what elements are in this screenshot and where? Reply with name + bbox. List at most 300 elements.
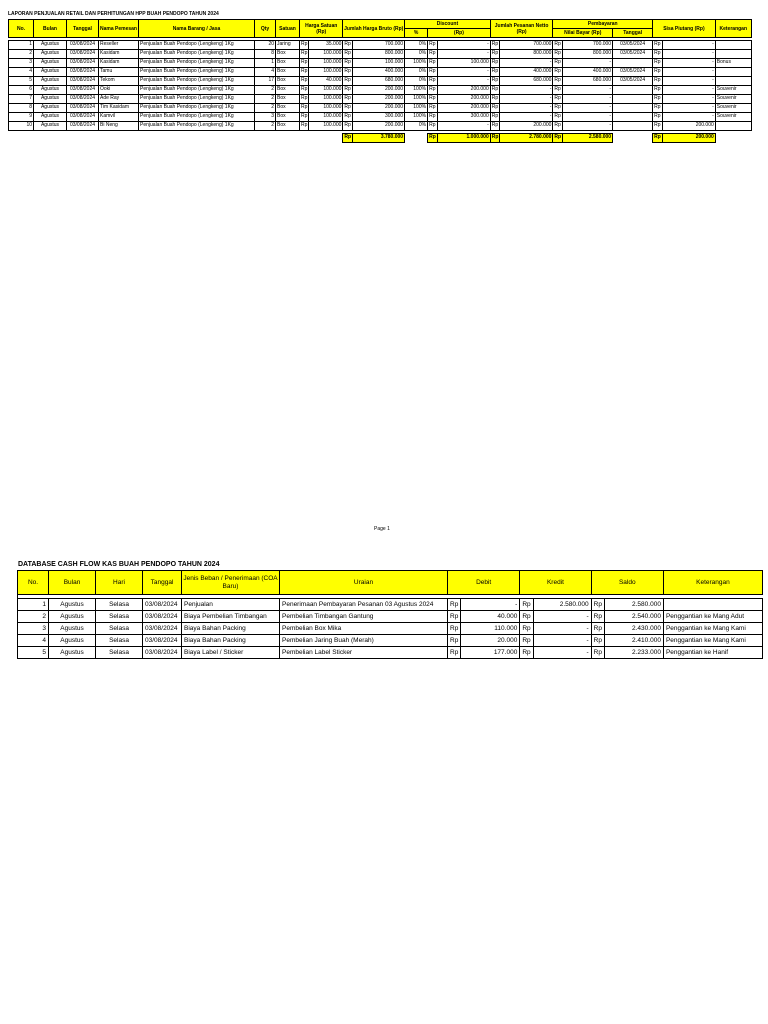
- row-satuan: Box: [276, 77, 300, 86]
- currency-label: Rp: [490, 95, 500, 104]
- currency-label: Rp: [653, 122, 663, 131]
- row-netto: -: [500, 86, 553, 95]
- currency-label: Rp: [300, 122, 309, 131]
- currency-label: Rp: [428, 86, 438, 95]
- row-tgl-bayar: [613, 122, 653, 131]
- table-row: [9, 113, 752, 122]
- currency-label: Rp: [520, 623, 533, 635]
- empty-cell: [67, 134, 99, 143]
- header-piutang: Sisa Piutang (Rp): [653, 20, 716, 38]
- currency-label: Rp: [653, 95, 663, 104]
- cf-row-kredit: -: [533, 647, 591, 659]
- currency-label: Rp: [490, 134, 500, 143]
- row-disc-rp: -: [437, 122, 490, 131]
- row-disc-rp: -: [437, 77, 490, 86]
- row-barang: Penjualan Buah Pendopo (Lengkeng) 1Kg: [139, 113, 255, 122]
- row-netto: 400.000: [500, 68, 553, 77]
- currency-label: Rp: [343, 68, 353, 77]
- page-number: Page 1: [374, 526, 390, 532]
- cf-row-jenis: Biaya Label / Sticker: [182, 647, 280, 659]
- currency-label: Rp: [553, 86, 563, 95]
- row-qty: 4: [255, 68, 276, 77]
- row-disc-rp: 200.000: [437, 104, 490, 113]
- currency-label: Rp: [520, 611, 533, 623]
- total-piutang: 200.000: [662, 134, 715, 143]
- currency-label: Rp: [653, 50, 663, 59]
- row-qty: 17: [255, 77, 276, 86]
- row-tanggal: 03/08/2024: [67, 68, 99, 77]
- row-nilai-bayar: 700.000: [563, 41, 613, 50]
- cf-row-saldo: 2.540.000: [604, 611, 663, 623]
- cf-row-uraian: Penerimaan Pembayaran Pesanan 03 Agustus 2024: [280, 599, 448, 611]
- row-keterangan: Souvenir: [715, 113, 751, 122]
- currency-label: Rp: [553, 95, 563, 104]
- row-disc-pct: 100%: [405, 59, 428, 68]
- currency-label: Rp: [490, 104, 500, 113]
- row-piutang: -: [662, 104, 715, 113]
- cf-row-kredit: -: [533, 623, 591, 635]
- row-tgl-bayar: 03/05/2024: [613, 50, 653, 59]
- cf-row-uraian: Pembelian Box Mika: [280, 623, 448, 635]
- currency-label: Rp: [448, 635, 461, 647]
- currency-label: Rp: [553, 113, 563, 122]
- cashflow-row: [18, 647, 763, 659]
- row-satuan: Box: [276, 95, 300, 104]
- currency-label: Rp: [553, 104, 563, 113]
- row-netto: 200.000: [500, 122, 553, 131]
- empty-cell: [309, 134, 343, 143]
- row-nilai-bayar: -: [563, 59, 613, 68]
- cf-row-tanggal: 03/08/2024: [143, 635, 182, 647]
- currency-label: Rp: [653, 68, 663, 77]
- row-bulan: Agustus: [34, 95, 67, 104]
- row-nilai-bayar: -: [563, 86, 613, 95]
- currency-label: Rp: [428, 68, 438, 77]
- cf-row-hari: Selasa: [96, 647, 143, 659]
- row-piutang: -: [662, 59, 715, 68]
- row-bulan: Agustus: [34, 68, 67, 77]
- row-pemesan: Kamvil: [99, 113, 139, 122]
- currency-label: Rp: [653, 134, 663, 143]
- cf-header-jenis: Jenis Beban / Penerimaan (COA Baru): [182, 571, 280, 595]
- row-keterangan: Souvenir: [715, 95, 751, 104]
- currency-label: Rp: [490, 122, 500, 131]
- row-piutang: -: [662, 41, 715, 50]
- currency-label: Rp: [490, 41, 500, 50]
- empty-cell: [9, 134, 34, 143]
- row-satuan: Box: [276, 86, 300, 95]
- currency-label: Rp: [428, 122, 438, 131]
- cf-row-uraian: Pembelian Label Sticker: [280, 647, 448, 659]
- currency-label: Rp: [553, 77, 563, 86]
- row-no: 6: [9, 86, 34, 95]
- currency-label: Rp: [653, 104, 663, 113]
- cf-row-keterangan: Penggantian ke Mang Kami: [663, 635, 762, 647]
- row-piutang: -: [662, 113, 715, 122]
- row-no: 4: [9, 68, 34, 77]
- row-disc-rp: -: [437, 41, 490, 50]
- currency-label: Rp: [490, 77, 500, 86]
- header-keterangan: Keterangan: [715, 20, 751, 38]
- currency-label: Rp: [300, 104, 309, 113]
- row-qty: 2: [255, 86, 276, 95]
- cf-row-kredit: 2.580.000: [533, 599, 591, 611]
- currency-label: Rp: [520, 647, 533, 659]
- row-bruto: 200.000: [353, 95, 405, 104]
- header-pembayaran: Pembayaran: [553, 20, 653, 29]
- currency-label: Rp: [343, 50, 353, 59]
- row-pemesan: Tamu: [99, 68, 139, 77]
- row-tanggal: 03/08/2024: [67, 59, 99, 68]
- cashflow-title: DATABASE CASH FLOW KAS BUAH PENDOPO TAHUN 2024: [18, 561, 220, 568]
- currency-label: Rp: [343, 77, 353, 86]
- row-keterangan: Souvenir: [715, 86, 751, 95]
- row-netto: -: [500, 95, 553, 104]
- row-tanggal: 03/08/2024: [67, 104, 99, 113]
- row-pemesan: Kasidam: [99, 59, 139, 68]
- table-row: [9, 41, 752, 50]
- row-bruto: 200.000: [353, 86, 405, 95]
- currency-label: Rp: [300, 77, 309, 86]
- row-disc-pct: 100%: [405, 113, 428, 122]
- row-pemesan: Ade Ray: [99, 95, 139, 104]
- row-tgl-bayar: 03/05/2024: [613, 41, 653, 50]
- row-disc-rp: 200.000: [437, 95, 490, 104]
- cf-row-tanggal: 03/08/2024: [143, 647, 182, 659]
- currency-label: Rp: [490, 113, 500, 122]
- header-tgl-bayar: Tanggal: [613, 29, 653, 38]
- row-satuan: Box: [276, 59, 300, 68]
- currency-label: Rp: [428, 77, 438, 86]
- currency-label: Rp: [343, 134, 353, 143]
- currency-label: Rp: [300, 41, 309, 50]
- row-qty: 3: [255, 113, 276, 122]
- table-row: [9, 50, 752, 59]
- currency-label: Rp: [300, 95, 309, 104]
- cf-row-jenis: Biaya Bahan Packing: [182, 635, 280, 647]
- cf-row-debit: 40.000: [461, 611, 520, 623]
- row-disc-pct: 0%: [405, 122, 428, 131]
- row-disc-pct: 0%: [405, 41, 428, 50]
- table-row: [9, 59, 752, 68]
- row-pemesan: Kasidam: [99, 50, 139, 59]
- currency-label: Rp: [490, 86, 500, 95]
- currency-label: Rp: [591, 635, 604, 647]
- cashflow-row: [18, 599, 763, 611]
- cf-row-bulan: Agustus: [49, 635, 96, 647]
- cf-row-uraian: Pembelian Timbangan Gantung: [280, 611, 448, 623]
- currency-label: Rp: [553, 41, 563, 50]
- currency-label: Rp: [428, 104, 438, 113]
- empty-cell: [34, 134, 67, 143]
- currency-label: Rp: [300, 86, 309, 95]
- cf-row-uraian: Pembelian Jaring Buah (Merah): [280, 635, 448, 647]
- cf-row-keterangan: Penggantian ke Hanif: [663, 647, 762, 659]
- currency-label: Rp: [428, 95, 438, 104]
- cf-row-bulan: Agustus: [49, 611, 96, 623]
- currency-label: Rp: [428, 134, 438, 143]
- row-tgl-bayar: 03/05/2024: [613, 68, 653, 77]
- row-keterangan: [715, 50, 751, 59]
- cf-header-uraian: Uraian: [280, 571, 448, 595]
- header-no: No.: [9, 20, 34, 38]
- row-no: 9: [9, 113, 34, 122]
- currency-label: Rp: [343, 122, 353, 131]
- empty-cell: [99, 134, 139, 143]
- row-harga: 100.000: [309, 86, 343, 95]
- row-qty: 20: [255, 41, 276, 50]
- row-no: 5: [9, 77, 34, 86]
- currency-label: Rp: [300, 113, 309, 122]
- currency-label: Rp: [428, 50, 438, 59]
- currency-label: Rp: [448, 647, 461, 659]
- row-harga: 100.000: [309, 113, 343, 122]
- row-disc-rp: 300.000: [437, 113, 490, 122]
- empty-cell: [405, 134, 428, 143]
- row-harga: 100.000: [309, 68, 343, 77]
- row-tanggal: 03/08/2024: [67, 50, 99, 59]
- row-tgl-bayar: [613, 95, 653, 104]
- cf-row-saldo: 2.580.000: [604, 599, 663, 611]
- row-netto: 680.000: [500, 77, 553, 86]
- row-disc-pct: 0%: [405, 68, 428, 77]
- row-tgl-bayar: [613, 104, 653, 113]
- row-tanggal: 03/08/2024: [67, 113, 99, 122]
- cf-row-debit: 110.000: [461, 623, 520, 635]
- row-pemesan: Tekom: [99, 77, 139, 86]
- row-satuan: Jaring: [276, 41, 300, 50]
- row-bruto: 800.000: [353, 50, 405, 59]
- currency-label: Rp: [343, 104, 353, 113]
- empty-cell: [139, 134, 255, 143]
- row-disc-rp: -: [437, 68, 490, 77]
- sales-report-rows: [9, 38, 752, 143]
- currency-label: Rp: [343, 41, 353, 50]
- row-disc-pct: 0%: [405, 50, 428, 59]
- row-bulan: Agustus: [34, 50, 67, 59]
- cf-row-no: 4: [18, 635, 49, 647]
- currency-label: Rp: [448, 599, 461, 611]
- cf-row-keterangan: [663, 599, 762, 611]
- row-netto: -: [500, 113, 553, 122]
- row-nilai-bayar: 680.000: [563, 77, 613, 86]
- cf-row-jenis: Penjualan: [182, 599, 280, 611]
- row-bulan: Agustus: [34, 104, 67, 113]
- row-bruto: 700.000: [353, 41, 405, 50]
- currency-label: Rp: [300, 59, 309, 68]
- cf-row-saldo: 2.430.000: [604, 623, 663, 635]
- currency-label: Rp: [448, 623, 461, 635]
- row-barang: Penjualan Buah Pendopo (Lengkeng) 1Kg: [139, 41, 255, 50]
- table-row: [9, 77, 752, 86]
- totals-row: [9, 134, 752, 143]
- currency-label: Rp: [490, 59, 500, 68]
- cf-header-kredit: Kredit: [520, 571, 591, 595]
- total-discount: 1.000.000: [437, 134, 490, 143]
- sales-report-table: [8, 19, 752, 143]
- row-harga: 100.000: [309, 95, 343, 104]
- currency-label: Rp: [490, 50, 500, 59]
- row-keterangan: [715, 122, 751, 131]
- header-disc-pct: %: [405, 29, 428, 38]
- total-netto: 2.780.000: [500, 134, 553, 143]
- cashflow-rows: [18, 595, 763, 659]
- cf-row-jenis: Biaya Pembelian Timbangan: [182, 611, 280, 623]
- row-pemesan: Tim Kasidam: [99, 104, 139, 113]
- row-disc-rp: 100.000: [437, 59, 490, 68]
- cf-row-no: 1: [18, 599, 49, 611]
- row-qty: 2: [255, 95, 276, 104]
- row-qty: 8: [255, 50, 276, 59]
- cashflow-row: [18, 635, 763, 647]
- table-row: [9, 68, 752, 77]
- row-keterangan: [715, 68, 751, 77]
- currency-label: Rp: [553, 134, 563, 143]
- row-harga: 100.000: [309, 122, 343, 131]
- currency-label: Rp: [591, 599, 604, 611]
- row-keterangan: [715, 41, 751, 50]
- row-keterangan: Souvenir: [715, 104, 751, 113]
- cf-header-no: No.: [18, 571, 49, 595]
- header-bulan: Bulan: [34, 20, 67, 38]
- currency-label: Rp: [653, 59, 663, 68]
- cf-row-bulan: Agustus: [49, 623, 96, 635]
- header-disc-rp: (Rp): [428, 29, 491, 38]
- row-satuan: Box: [276, 50, 300, 59]
- cf-header-tanggal: Tanggal: [143, 571, 182, 595]
- currency-label: Rp: [428, 41, 438, 50]
- row-tgl-bayar: [613, 113, 653, 122]
- row-satuan: Box: [276, 113, 300, 122]
- cf-row-kredit: -: [533, 611, 591, 623]
- currency-label: Rp: [653, 86, 663, 95]
- row-tgl-bayar: 03/05/2024: [613, 77, 653, 86]
- row-barang: Penjualan Buah Pendopo (Lengkeng) 1Kg: [139, 122, 255, 131]
- row-netto: 700.000: [500, 41, 553, 50]
- header-barang: Nama Barang / Jasa: [139, 20, 255, 38]
- row-bruto: 200.000: [353, 104, 405, 113]
- row-no: 8: [9, 104, 34, 113]
- cf-row-debit: 177.000: [461, 647, 520, 659]
- row-tanggal: 03/08/2024: [67, 41, 99, 50]
- row-nilai-bayar: 800.000: [563, 50, 613, 59]
- row-no: 2: [9, 50, 34, 59]
- total-bruto: 3.780.000: [353, 134, 405, 143]
- currency-label: Rp: [300, 68, 309, 77]
- report-title: LAPORAN PENJUALAN RETAIL DAN PERHITUNGAN HPP BUAH PENDOPO TAHUN 2024: [8, 11, 219, 17]
- header-harga: Harga Satuan (Rp): [300, 20, 343, 38]
- cf-row-hari: Selasa: [96, 599, 143, 611]
- cashflow-row: [18, 611, 763, 623]
- currency-label: Rp: [553, 59, 563, 68]
- row-bruto: 400.000: [353, 68, 405, 77]
- cf-row-keterangan: Penggantian ke Mang Kami: [663, 623, 762, 635]
- header-pemesan: Nama Pemesan: [99, 20, 139, 38]
- row-barang: Penjualan Buah Pendopo (Lengkeng) 1Kg: [139, 95, 255, 104]
- row-qty: 2: [255, 122, 276, 131]
- row-disc-pct: 0%: [405, 77, 428, 86]
- row-bulan: Agustus: [34, 77, 67, 86]
- currency-label: Rp: [428, 59, 438, 68]
- row-nilai-bayar: -: [563, 113, 613, 122]
- row-barang: Penjualan Buah Pendopo (Lengkeng) 1Kg: [139, 86, 255, 95]
- row-disc-rp: 200.000: [437, 86, 490, 95]
- cf-row-bulan: Agustus: [49, 599, 96, 611]
- row-bruto: 200.000: [353, 122, 405, 131]
- row-harga: 35.000: [309, 41, 343, 50]
- currency-label: Rp: [520, 635, 533, 647]
- row-pemesan: Bi Neng: [99, 122, 139, 131]
- row-qty: 2: [255, 104, 276, 113]
- row-tanggal: 03/08/2024: [67, 77, 99, 86]
- cf-row-saldo: 2.410.000: [604, 635, 663, 647]
- row-pemesan: Reseller: [99, 41, 139, 50]
- currency-label: Rp: [343, 59, 353, 68]
- header-satuan: Satuan: [276, 20, 300, 38]
- currency-label: Rp: [591, 647, 604, 659]
- header-qty: Qty: [255, 20, 276, 38]
- currency-label: Rp: [343, 95, 353, 104]
- row-tgl-bayar: [613, 59, 653, 68]
- row-disc-pct: 100%: [405, 104, 428, 113]
- cf-row-tanggal: 03/08/2024: [143, 599, 182, 611]
- row-harga: 100.000: [309, 50, 343, 59]
- table-row: [9, 86, 752, 95]
- currency-label: Rp: [553, 50, 563, 59]
- row-disc-pct: 100%: [405, 86, 428, 95]
- header-nilai-bayar: Nilai Bayar (Rp): [553, 29, 613, 38]
- row-piutang: -: [662, 68, 715, 77]
- cf-row-hari: Selasa: [96, 611, 143, 623]
- cf-row-jenis: Biaya Bahan Packing: [182, 623, 280, 635]
- cf-row-no: 3: [18, 623, 49, 635]
- row-piutang: -: [662, 95, 715, 104]
- row-satuan: Box: [276, 68, 300, 77]
- row-bruto: 100.000: [353, 59, 405, 68]
- cf-row-tanggal: 03/08/2024: [143, 611, 182, 623]
- currency-label: Rp: [520, 599, 533, 611]
- table-row: [9, 95, 752, 104]
- empty-cell: [255, 134, 276, 143]
- row-qty: 1: [255, 59, 276, 68]
- row-barang: Penjualan Buah Pendopo (Lengkeng) 1Kg: [139, 50, 255, 59]
- currency-label: Rp: [300, 50, 309, 59]
- row-harga: 100.000: [309, 104, 343, 113]
- row-nilai-bayar: -: [563, 122, 613, 131]
- currency-label: Rp: [553, 122, 563, 131]
- row-tanggal: 03/08/2024: [67, 122, 99, 131]
- header-netto: Jumlah Pesanan Netto (Rp): [490, 20, 553, 38]
- cf-row-saldo: 2.233.000: [604, 647, 663, 659]
- row-disc-rp: -: [437, 50, 490, 59]
- cashflow-table: [17, 570, 763, 659]
- cf-header-hari: Hari: [96, 571, 143, 595]
- empty-cell: [300, 134, 309, 143]
- cf-row-debit: 20.000: [461, 635, 520, 647]
- row-no: 7: [9, 95, 34, 104]
- row-satuan: Box: [276, 122, 300, 131]
- row-nilai-bayar: 400.000: [563, 68, 613, 77]
- row-harga: 100.000: [309, 59, 343, 68]
- row-barang: Penjualan Buah Pendopo (Lengkeng) 1Kg: [139, 77, 255, 86]
- empty-cell: [276, 134, 300, 143]
- currency-label: Rp: [591, 611, 604, 623]
- row-bulan: Agustus: [34, 86, 67, 95]
- row-tanggal: 03/08/2024: [67, 86, 99, 95]
- cf-header-saldo: Saldo: [591, 571, 663, 595]
- row-no: 10: [9, 122, 34, 131]
- row-barang: Penjualan Buah Pendopo (Lengkeng) 1Kg: [139, 104, 255, 113]
